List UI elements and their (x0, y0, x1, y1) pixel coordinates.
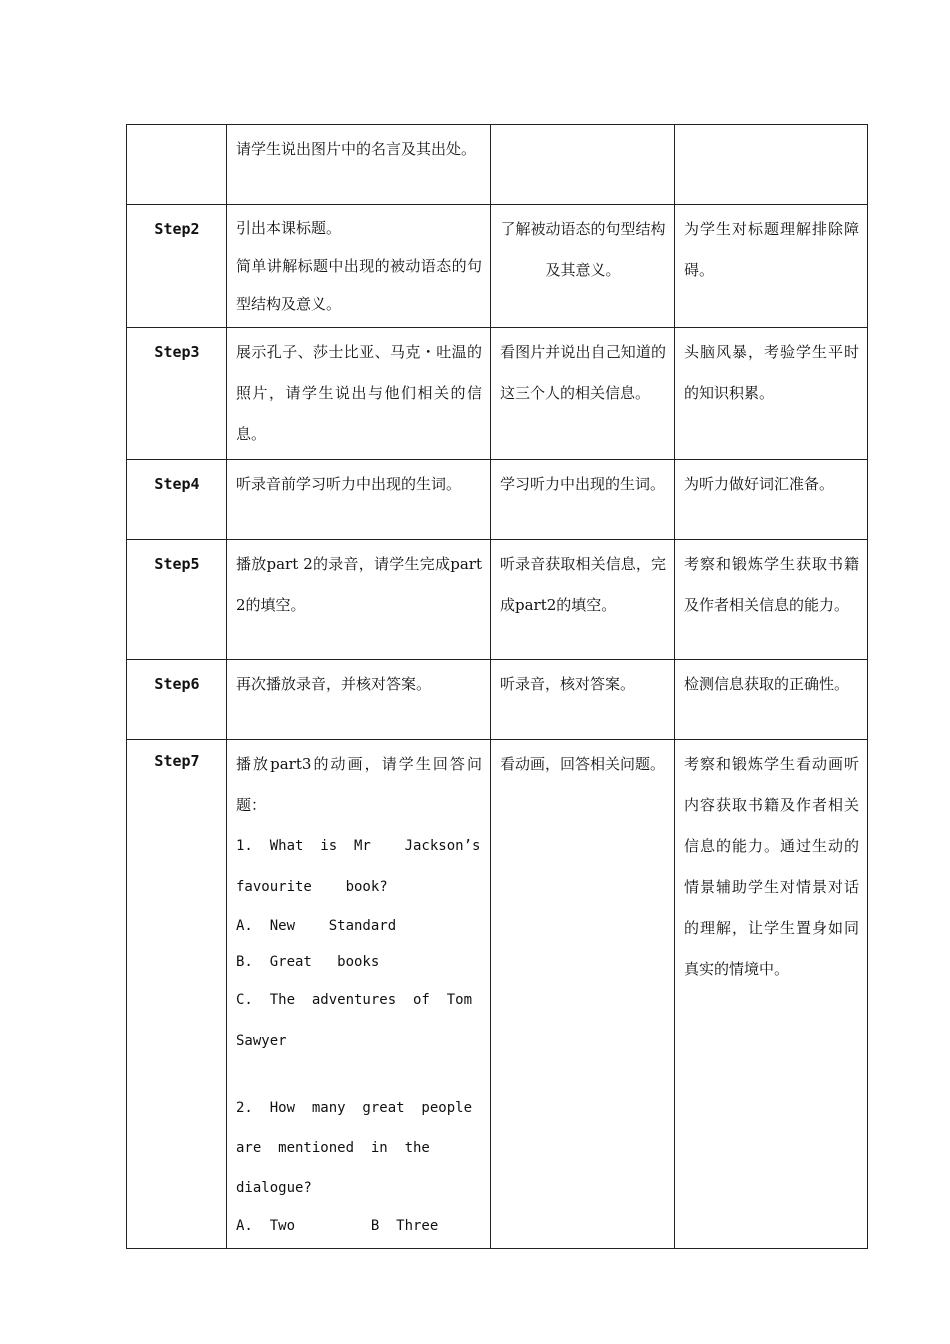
question-1: 1. What is Mr Jackson’s favourite book? (236, 838, 515, 895)
table-row (127, 205, 868, 328)
step-cell: Step7 (127, 740, 227, 1249)
student-activity-cell (491, 460, 675, 540)
student-activity-text: 学习听力中出现的生词。 (500, 475, 666, 493)
spacer (236, 1062, 482, 1088)
teacher-activity-text: 播放part 2的录音，请学生完成part 2的填空。 (236, 555, 482, 614)
student-activity-text: 看图片并说出自己知道的这三个人的相关信息。 (500, 343, 666, 402)
teacher-activity-text: 播放part3的动画，请学生回答问题： (236, 755, 482, 814)
step-cell: Step5 (127, 540, 227, 660)
table-row (127, 740, 868, 1249)
student-activity-text: 了解被动语态的句型结构及其意义。 (500, 220, 666, 279)
purpose-cell (675, 740, 868, 1249)
step-cell (127, 125, 227, 205)
question-2: 2. How many great people are mentioned in the dialogue? (236, 1100, 481, 1196)
purpose-cell (675, 660, 868, 740)
student-activity-text: 听录音获取相关信息，完成part2的填空。 (500, 555, 666, 614)
teacher-activity-text: 再次播放录音，并核对答案。 (236, 675, 432, 693)
table-row (127, 460, 868, 540)
purpose-cell (675, 328, 868, 460)
question-1-option-b: B. Great books (236, 954, 380, 970)
table-row (127, 540, 868, 660)
table-row (127, 328, 868, 460)
table-row (127, 660, 868, 740)
purpose-text: 考察和锻炼学生获取书籍及作者相关信息的能力。 (684, 555, 859, 614)
teacher-activity-text: 简单讲解标题中出现的被动语态的句型结构及意义。 (236, 257, 482, 313)
student-activity-text: 看动画，回答相关问题。 (500, 755, 666, 773)
student-activity-cell (491, 125, 675, 205)
student-activity-cell (491, 205, 675, 328)
student-activity-cell (491, 328, 675, 460)
purpose-text: 考察和锻炼学生看动画听内容获取书籍及作者相关信息的能力。通过生动的情景辅助学生对情景对话的理解，让学生置身如同真实的情境中。 (684, 755, 859, 978)
lesson-plan-table (126, 124, 868, 1249)
teacher-activity-cell (227, 328, 491, 460)
purpose-cell (675, 460, 868, 540)
student-activity-text: 听录音，核对答案。 (500, 675, 636, 693)
question-1-option-c: C. The adventures of Tom Sawyer (236, 992, 481, 1049)
purpose-text: 头脑风暴，考验学生平时的知识积累。 (684, 343, 859, 402)
purpose-cell (675, 125, 868, 205)
step-cell: Step3 (127, 328, 227, 460)
teacher-activity-cell (227, 660, 491, 740)
question-1-option-a: A. New Standard (236, 918, 397, 934)
purpose-cell (675, 205, 868, 328)
teacher-activity-text: 引出本课标题。 (236, 219, 342, 237)
question-2-options: A. Two B Three (236, 1218, 439, 1234)
teacher-activity-text: 请学生说出图片中的名言及其出处。 (236, 140, 477, 158)
table-row (127, 125, 868, 205)
student-activity-cell (491, 740, 675, 1249)
step-cell: Step6 (127, 660, 227, 740)
student-activity-cell (491, 540, 675, 660)
step-cell: Step4 (127, 460, 227, 540)
teacher-activity-cell (227, 205, 491, 328)
teacher-activity-cell (227, 540, 491, 660)
purpose-text: 检测信息获取的正确性。 (684, 675, 850, 693)
teacher-activity-cell (227, 740, 515, 1249)
purpose-text: 为听力做好词汇准备。 (684, 475, 835, 493)
teacher-activity-cell (227, 460, 491, 540)
purpose-cell (675, 540, 868, 660)
teacher-activity-text: 展示孔子、莎士比亚、马克・吐温的照片，请学生说出与他们相关的信息。 (236, 343, 482, 443)
teacher-activity-text: 听录音前学习听力中出现的生词。 (236, 475, 462, 493)
purpose-text: 为学生对标题理解排除障碍。 (684, 220, 859, 279)
step-cell: Step2 (127, 205, 227, 328)
teacher-activity-cell (227, 125, 491, 205)
student-activity-cell (491, 660, 675, 740)
